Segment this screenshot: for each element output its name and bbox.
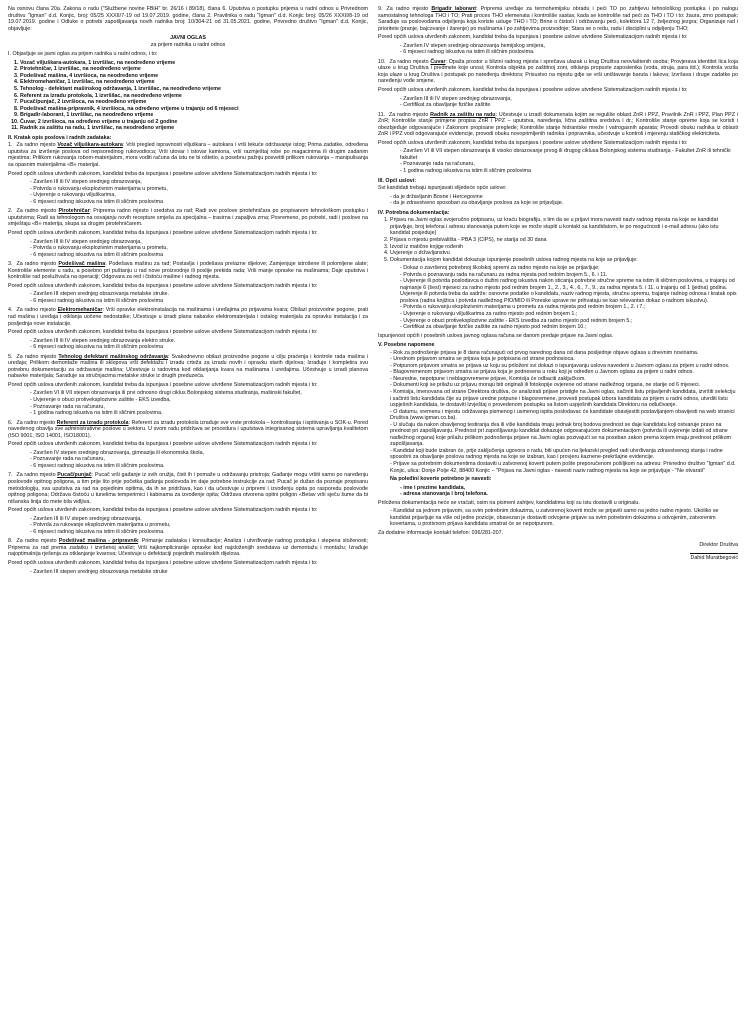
job-description	[8, 142, 368, 205]
job-name: Elektromehaničar	[57, 307, 103, 314]
job-requirements	[8, 291, 368, 304]
job-conditions: Pored općih uslova utvrđenih zakonom, kandidat treba da ispunjava i posebne uslove utvrđene Sistematizacijom radnih mjesta i to:	[378, 139, 688, 146]
job-conditions: Pored općih uslova utvrđenih zakonom, kandidat treba da ispunjava i posebne uslove utvrđene Sistematizacijom radnih mjesta i to:	[8, 170, 318, 177]
job-prefix: Za radno mjesto	[16, 472, 56, 479]
section-5-list	[378, 350, 738, 474]
general-condition-item: - da je zdravstveno sposoban za obavljanje poslova za koje se prijavljuje.	[390, 200, 738, 207]
document-subtitle: za prijem radnika u radni odnos	[150, 41, 226, 48]
special-note-item: - Prijave sa potrebnim dokumentima dostaviti u zatvorenoj koverti putem pošte preporučenom pošiljkom na adresu: Privredno društvo "Igman" d.d. Konjic, ulica: Donje Polje 42, 88400 Konjic – "Prijava na Javni oglas - navesti naziv radnog mjesta na koje se prijavljuje - "Ne otvarati"	[390, 461, 738, 474]
section-5-title: V. Posebne napomene	[378, 342, 435, 349]
job-conditions: Pored općih uslova utvrđenih zakonom, kandidat treba da ispunjava i posebne uslove utvrđene Sistematizacijom radnih mjesta i to:	[8, 282, 318, 289]
job-head	[378, 112, 738, 138]
job-requirement: - Uvjerenje o rukovanju viljuškarima,	[30, 192, 368, 199]
job-requirement: - 6 mjeseci radnog iskustva na istim ili sličnim poslovima	[30, 298, 368, 305]
position-item: 11. Radnik za zaštitu na radu, 1 izvršilac, na neodređeno vrijeme	[20, 125, 368, 132]
envelope-note: Na poleđini koverte potrebno je navesti:	[390, 476, 492, 483]
job-requirements	[8, 239, 368, 259]
job-prefix: Za radno mjesto	[389, 111, 429, 118]
job-requirements	[8, 569, 368, 576]
job-desc: : Primanje zadataka i konsultacije; Analiza i utvrđivanje radnog postupka i stepena složenosti; Priprema za rad prema zadatku i izvršenoj analizi; Vrši najkompliciranije opravke kod najsloženijih sredstava uz demontažu i montažu; Izrađuje najoptimalnija rješenja za otklanjanje kvarova; Učestvuje u defektaciji pojedinih mašinskih dijelova.	[8, 538, 368, 558]
job-number: 7.	[8, 472, 13, 479]
job-desc: : Vrši opravke elektroinstalacija na mašinama i uređajima po prijavama kvara; Obilazi proizvodne pogone, prati rad mašina i uređaja i otklanja uočene nedostatke; Učestvuje u izradi plana nabavke elektromaterijala i ostalog materijala za opravku instalacija i za posljednja nove instalacije.	[8, 307, 368, 327]
document-item: 1. Prijavu na Javni oglas svojeručno potpisanu, uz kraću biografiju, s tim da se u prijavi mora navesti naziv radnog mjesta na koje se kandidat prijavljuje, broj telefona i adresu stanovanja putem koje se može stupiti u kontakt sa kandidatom, te po mogućnosti i e-mail adresu (ako istu kandidat posjeduje)	[390, 217, 738, 237]
document-item: 2. Prijava o mjestu prebivališta - PBA 3 (CIPS), ne starija od 30 dana	[390, 237, 738, 244]
job-prefix: Za radno mjesto	[16, 208, 57, 215]
job-description	[8, 354, 368, 417]
document-subitem: - Uvjerenje o obuci protiveksplozivne zaštite - EKS izvedba za radno mjesto pod rednim brojem 5.;	[400, 318, 738, 325]
job-description	[378, 112, 738, 175]
job-conditions: Pored općih uslova utvrđenih zakonom, kandidat treba da ispunjava i posebne uslove utvrđene Sistematizacijom radnih mjesta i to:	[378, 87, 688, 94]
job-requirements	[378, 43, 738, 56]
special-note-item: - Urednom prijavom smatra se prijava koja je potpisana od strane podnosioca.	[390, 356, 738, 363]
special-note-item: - Dokumenti koji se prilažu uz prijavu moraju biti originali ili fotokopije ovjerene od strane nadležnog organa, ne starije od 6 mjeseci.	[390, 382, 738, 389]
job-number: 11.	[378, 111, 386, 118]
job-requirement: - Certifikat za obavljanje fizičke zaštite	[400, 102, 738, 109]
signature-title: Direktor Društva	[699, 542, 738, 549]
document-item: 3. Izvod iz matične knjige rođenih	[390, 244, 738, 251]
job-description	[8, 261, 368, 304]
job-requirement: - Završen III ili IV stepen srednjeg obrazovanja,	[30, 516, 368, 523]
job-requirement: - Završen VI ili VII stepen obrazovanja ili visoko obrazovanje prvog ili drugog ciklusa Bolonjskog sistema studiranja - Fakultet ZnR ili tehnički fakultet	[400, 148, 738, 161]
document-title: JAVNI OGLAS	[170, 35, 206, 42]
closing-text: Priložena dokumentacija neće se vraćati, osim na pismeni zahtjev, kandidatima koji su istu dostavili u originalu.	[378, 499, 640, 506]
job-requirement: - 6 mjeseci radnog iskustva na istim ili sličnim poslovima.	[30, 463, 368, 470]
position-item: 2. Pirotehničar, 1 izvršilac, na neodređeno vrijeme	[20, 66, 368, 73]
document-subitem: - Potvrda o rukovanju eksplozivnim materijama u prometu za radna mjesta pod rednim brojem 1., 2. i 7.;	[400, 304, 738, 311]
document-item: 4. Uvjerenje o državljanstvu	[390, 250, 738, 257]
section-4-note: Ispunjenost općih i posebnih uslova javnog oglasa računa se danom predaje prijave na Javni oglas.	[378, 332, 614, 339]
section-3-intro: Svi kandidati trebaju ispunjavati slijedeće opće uslove:	[378, 185, 507, 192]
job-name: Čuvar	[430, 58, 446, 65]
document-item: 5. Dokumentacija kojom kandidat dokazuje ispunjenje posebnih uslova radnog mjesta na koje se prijavljuje:	[390, 257, 738, 264]
job-requirement: - 6 mjeseci radnog iskustva na istim ili sličnim poslovima.	[400, 49, 738, 56]
job-desc: : Svakodnevno obilazi proizvodne pogone u cilju praćenja i kontrole rada mašina i uređaja; Prilikom demontaže mašina ili sklopova vrši defektažu i izradu crteža za izradu novih i opravku starih dijelova; Izrađuje i kompletira svu potrebnu dokumentaciju za održavanje mašina; Učestvuje u radovima kod otklanjanja kvara na mašinama i uređajima. Učestvuje u izradi planova nabavke materijala; Sarađuje sa stručnjacima metalske struke iz drugih preduzeća.	[8, 353, 368, 380]
job-requirement: - Završen IV stepen srednjeg obrazovanja hemijskog smijera,	[400, 43, 738, 50]
job-conditions: Pored općih uslova utvrđenih zakonom, kandidat treba da ispunjava i posebne uslove utvrđene Sistematizacijom radnih mjesta i to:	[8, 560, 318, 567]
job-desc: : Pucač vrši gađanje iz svih oružja, čisti ih i pomaže u održavanju pristroja; Gađanje mogu vršiti samo po naređenju poslovođe opitnog poligona, a tim prije što prije početka gađanja poslovođa im daje potrebne instrukcije za rad; Pucač je dužan da poznaje propisanu metodologiju, sva uputstva za rad na pojedinim opitima, da ih se pridržava, kao i da učestvuje u pripremi i izvođenju opita po rasporedu poslovođe opitnog poligona; Održava čistoću u tunelima temperirnici i kabinama za izvođenje opita; Održava otvorena opitni poligon «Betav vrši sječu šume da bi nišanska linija do mete bila vidljiva.	[8, 472, 368, 505]
section-4-title: IV. Potrebna dokumentacija:	[378, 209, 450, 216]
position-item: 3. Podešivač mašina, 4 izvršioca, na neodređeno vrijeme	[20, 73, 368, 80]
section-4-list	[378, 217, 738, 263]
job-description	[8, 307, 368, 350]
section-2-title: II. Kratak opis poslova i radnih zadataka:	[8, 134, 112, 141]
position-item: 5. Tehnolog - defektant mašinskog održavanja, 1 izvršilac, na neodređeno vrijeme	[20, 86, 368, 93]
job-head	[8, 307, 368, 327]
job-description	[8, 472, 368, 535]
job-number: 9.	[378, 6, 383, 12]
job-requirement: - Uvjerenje o obuci protiveksplozivne zaštite - EKS izvedba,	[30, 397, 368, 404]
job-requirement: - 6 mjeseci radnog iskustva na istim ili sličnim poslovima.	[30, 529, 368, 536]
job-head	[8, 208, 368, 228]
job-head	[8, 420, 368, 440]
document-subitem: - Dokaz o završenoj potrebnoj školskoj spremi za radno mjesto na koje se prijavljuje;	[400, 265, 738, 272]
job-prefix: Za radno mjesto	[16, 353, 57, 360]
job-prefix: Za radno mjesto	[16, 307, 56, 314]
position-item: 7. Pucač/punjač, 2 izvršioca, na neodređeno vrijeme	[20, 99, 368, 106]
job-requirement: - Završen III ili IV stepen srednjeg obrazovanja,	[400, 96, 738, 103]
job-name: Pirotehničar	[58, 208, 90, 215]
job-name: Podešivač mašina	[58, 261, 106, 268]
job-desc: : Opaža prostor u blizini radnog mjesta i sprečava ulazak u krug Društva neovlaštenih osoba; Provjerava identitet lica koja ulaze u krug Društva i predmete koje unosi; Kontrola objekta po zaštitnoj zoni, otklanja propuste zaposlenika (voda, struja, para itd.); Kontrola vozila koja ulaze u krug Društva i postupak po naređenju direktora; Prisustvo na mjestu gdje se vrši uništavanje baruta i lakova; Izvršava i druge zadatke po naređenju vođe smjene.	[378, 58, 738, 85]
job-number: 6.	[8, 419, 13, 426]
job-desc: : Podešava mašinu za rad; Postavlja i podešava prelazne dijelove; Zamjenjuje istrošene ili polomljene alate; Kontroliše elemente u radu, a posebno pri puštanju u rad nove proizvodnje ili poslije prekida rada; Vrši manje opravke na mašinama; Daje uputstva i kontroliše rad posluživača na operaciji; Odgovara za red i čistoću mašine i radnog mjesta.	[8, 261, 368, 281]
position-item: 6. Referent za izradu protokola, 1 izvršilac, na neodređeno vrijeme	[20, 93, 368, 100]
job-desc: : Priprema uređaje za termohemijsku obradu i peći TO po zahtjevu tehnološkog postupka i po nalogu samostalnog tehnologa THO i TO; Prati proces THO elemenata i kontroliše sastav, kada se kontroliše rad peći za THO i TO i to: žaura, zrno postupak; Sarađuje sa poslovođama odjeljenja koja koriste usluge THO i TO; Brine o čistoći i održavanju peći, kolektora 12 7, željeznog jezgra; Organizuje rad i prioritete (pranje, bajcovanje i žarenje) po mašinama i po zahtjevima proizvodnje; Stara se o redu, radu i disciplini u odjeljenju THO;	[378, 6, 738, 32]
job-requirement: - Poznavanje rada na računaru,	[30, 456, 368, 463]
document-subitem: - Potvrda o poznavanju rada na računaru za radna mjesta pod rednim brojem 5., 6. i 11.	[400, 272, 738, 279]
job-head	[378, 59, 738, 85]
job-description	[8, 208, 368, 258]
closing-list	[378, 508, 738, 528]
job-head	[378, 6, 738, 32]
job-prefix: Za radno mjesto	[16, 142, 56, 149]
job-requirement: - Završen III stepen srednjeg obrazovanja metalske struke	[30, 569, 368, 576]
job-head	[8, 354, 368, 380]
job-desc: : Priprema radno mjesto i sredstva za rad; Radi sve poslove pirotehničara po propisanom tehnološkom postupku i uputstvima; Radi sa tehnologom na osvajanju novih recepture smješa za specijalna – trasirna i zapaljiva zrna; Povremeno, po potrebi, radi i poslove na smještaju «B» materija, skupa sa drugim pirotehničarem.	[8, 208, 368, 228]
special-note-item: - Potpunom prijavom smatra se prijava uz koju su priloženi svi dokazi o ispunjavanju uslova navedeni u Javnom oglasu za prijem u radni odnos.	[390, 363, 738, 370]
intro-line: I. Objavljuje se javni oglas za prijem radnika u radni odnos, i to:	[8, 51, 158, 58]
job-head	[8, 538, 368, 558]
job-head	[8, 261, 368, 281]
job-desc: : Učestvuje u izradi dokumenata kojim se reguliše oblast ZnR i PPZ, Pravilnik ZnR i PPZ, Plan PPZ i ZnR; Kontroliše stanje primjene propisa ZnR i PPZ – uputstva, naređenja, lična zaštitna sredstva i dr.; Kontroliše stanje opreme koja se koristi i obezbjeđuje odgovarajuće i Zakonom propisane preglede; Kontroliše stanje hidrantske mreže i vatrogasnih aparata; Provodi obuku radnika iz oblasti ZnR i PPZ vodi odgovarajuće evidencije, provodi obuku novoprimljenih radnika i pripravnika, učestvuje u kontroli i mjerenju statičkog elektriciteta.	[378, 111, 738, 138]
position-item: 1. Vozač viljuškara-autokara, 1 izvršilac, na neodređeno vrijeme	[20, 60, 368, 67]
closing-item: - Kandidat sa jednom prijavom, sa svim potrebnim dokazima, u zatvorenoj koverti može se prijaviti samo na jedno radno mjesto. Ukoliko se kandidat prijavljuje na više od jedne pozicije, obavezan je dostaviti odvojene prijave sa svim potrebnim dokazima u odvojenim, zatvorenim kovertama, u protivnom prijava kandidata smatrat će se nepotpunom.	[390, 508, 738, 528]
section-4-sublist	[378, 265, 738, 330]
job-requirement: - Potvrda o rukovanju eksplozivnim materijama u prometu,	[30, 186, 368, 193]
general-condition-item: - da je državljanin Bosne i Hercegovine	[390, 194, 738, 201]
document-subitem: - Certifikat za obavljanje fizičke zaštite za radno mjesto pod rednim brojem 10.;	[400, 324, 738, 331]
job-conditions: Pored općih uslova utvrđenih zakonom, kandidat treba da ispunjava i posebne uslove utvrđene Sistematizacijom radnih mjesta i to:	[8, 381, 318, 388]
document-subitem: - Uvjerenje o rukovanju viljuškarima za radno mjesto pod rednim brojem 1.;	[400, 311, 738, 318]
job-prefix: Za radno mjesto	[386, 6, 429, 12]
job-number: 8.	[8, 538, 13, 545]
position-item: 4. Elektromehaničar, 1 izvršilac, na neodređeno vrijeme	[20, 79, 368, 86]
job-prefix: Za radno mjesto	[389, 58, 429, 65]
envelope-item: - ime i prezime kandidata,	[400, 485, 738, 492]
job-desc: : Referent za izradu protokola izrađuje sve vrste protokola – kontrolisanja i ispitivanja u SOK-u. Pored navedenog obavlja sve administrativne poslove u sektoru. U svom radu pridržava se procedura i uputstava integrisanog sistema upravljanja kvalitetom (ISO 9001, ISO 14001, ISO18001).	[8, 419, 369, 439]
job-requirement: - Završen III ili IV stepen srednjeg obrazovanja,	[30, 179, 368, 186]
job-prefix: Za radno mjesto	[16, 261, 57, 268]
special-note-item: - O datumu, vremenu i mjestu održavanja pismenog i usmenog ispita poslodavac će kandidate obavijestiti postavljanjem obavijesti na web stranici Društva (www.igman.co.ba).	[390, 409, 738, 422]
job-requirements	[8, 516, 368, 536]
job-requirements	[8, 338, 368, 351]
section-3-list	[378, 194, 738, 207]
job-conditions: Pored općih uslova utvrđenih zakonom, kandidat treba da ispunjava i posebne uslove utvrđene Sistematizacijom radnih mjesta i to:	[8, 507, 318, 514]
jobs-left-list	[8, 142, 368, 575]
job-name: Podešivač mašina - pripravnik	[58, 538, 139, 545]
position-item: 9. Brigadir-laborant, 1 izvršilac, na neodređeno vrijeme	[20, 112, 368, 119]
job-conditions: Pored općih uslova utvrđenih zakonom, kandidat treba da ispunjava i posebne uslove utvrđene Sistematizacijom radnih mjesta i to:	[8, 441, 318, 448]
job-requirement: - Poznavanje rada na računaru,	[30, 404, 368, 411]
job-requirements	[8, 450, 368, 470]
job-requirement: - Završen III stepen srednjeg obrazovanja metalske struke.	[30, 291, 368, 298]
special-note-item: - Kandidat koji bude izabran će, prije zaključenja ugovora o radu, biti upućen na ljekarski pregled radi utvrđivanja zdravstvenog stanja i radne sposobni za obavljanje poslova radnog mjesta na koje se izabran, kao i provjeru kaznene-prekršajne evidencije.	[390, 448, 738, 461]
job-requirement: - Završen IV stepen srednjeg obrazovanja, gimnazija ili ekonomska škola,	[30, 450, 368, 457]
envelope-list	[378, 485, 738, 498]
job-desc: : Vrši pregled ispravnosti viljuškara – autokara i vrši tekuće održavanje istog; Prima zadatke, određena uputstva za izvršenje poslova od nepsoredinog rukovodioca; Vrši utovar i istovar kamiona, vrši razmještaj robe po magacinima ili drugim zadanim mjestima; Prilikom rukovanja robom-materijalom, mora voditi računa da istu ne bi oštetio, a posebnu pažnju posvetiti prilikom rukovanja – manipulisanja sa opasnim materijalima «B» materijal.	[8, 142, 368, 169]
job-name: Radnik za zaštitu na radu	[430, 111, 496, 118]
job-head	[8, 472, 368, 505]
job-requirement: - 1 godina radnog iskustva na istim ili sličnim poslovima	[400, 168, 738, 175]
job-requirement: - Završen III ili IV stepen srednjeg obrazovanja elektro struke.	[30, 338, 368, 345]
job-requirement: - 1 godina radnog iskustva na istim ili sličnim poslovima.	[30, 410, 368, 417]
job-conditions: Pored općih uslova utvrđenih zakonom, kandidat treba da ispunjava i posebne uslove utvrđene Sistematizacijom radnih mjesta i to:	[8, 229, 318, 236]
job-name: Tehnolog defektant mašinskog održavanja	[58, 353, 168, 360]
document-subitem: - Uvjerenje ili potvrda poslodavca o dužini radnog iskustva nakon sticanja potrebne stručne spreme na istim ili sličnim poslovima, u trajanju od najmanje 6 (šest) mjeseci za radno mjesto pod rednim brojem 1., 2., 3., 4., 6., 7., 9., za radna mjesta 5. i 11. u trajanju od 1 (jedna) godina. Uvjerenje ili potvrda treba da sadrže: osnovne podatke o kandidatu, naziv radnog mjesta, stručnu spremu, trajanje radnog odnosa i kratak opis poslova (radna knjižica i potvrda nadležnog PIO/MIO ili Poreske uprave ne prihvataju se kao relevantan dokaz o radnom iskustvu).	[400, 278, 738, 304]
job-requirement: - 6 mjeseci radnog iskustva na istim ili sličnim poslovima	[30, 344, 368, 351]
job-requirement: - Završen III ili IV stepen srednjeg obrazovanja,	[30, 239, 368, 246]
job-description	[8, 420, 368, 470]
envelope-item: - adresa stanovanja i broj telefona.	[400, 491, 738, 498]
job-requirements	[8, 390, 368, 416]
left-column	[8, 6, 368, 1024]
job-requirements	[378, 96, 738, 109]
job-number: 10.	[378, 58, 386, 65]
job-requirement: - Potvrda o rukovanju eksplozivnim materijama u prometu,	[30, 245, 368, 252]
job-description	[378, 59, 738, 109]
job-name: Brigadir laborant	[431, 6, 477, 12]
job-name: Referent za izradu protokola	[56, 419, 129, 426]
job-conditions: Pored općih uslova utvrđenih zakonom, kandidat treba da ispunjava i posebne uslove utvrđene Sistematizacijom radnih mjesta i to:	[8, 329, 318, 336]
job-requirement: - Poznavanje rada na računaru,	[400, 161, 738, 168]
position-item: 8. Podešivač mašina-pripravnik, 4 izvršioca, na određeno vrijeme u trajanju od 6 mjeseci	[20, 106, 368, 113]
job-requirement: - 6 mjeseci radnog iskustva na istim ili sličnim poslovima	[30, 199, 368, 206]
job-prefix: Za radno mjesto	[16, 419, 56, 426]
contact-line: Za dodatne informacije kontakt telefon: 036/281-207.	[378, 529, 504, 536]
job-number: 4.	[8, 307, 13, 314]
job-number: 5.	[8, 353, 13, 360]
job-prefix: Za radno mjesto	[16, 538, 57, 545]
special-note-item: - Neuredne, nepotpune i neblagovremene prijave, Komisija će odbaciti zaključkom.	[390, 376, 738, 383]
jobs-right-list	[378, 6, 738, 175]
job-number: 2.	[8, 208, 13, 215]
preamble: Na osnovu člana 20a. Zakona o radu ("Službene novine FBiH" br. 26/16 i 89/18), člana 6. Uputstva o postupku prijema u radni odnos u Privrednom društvu "Igman" d.d. Konjic, broj: 05/25 XXXII/7-19 od 19.07.2019. godine, člana 2. Pravilnika o radu "Igman" d.d. Konjic broj: 05/26 XXXII/8-19 od 19.07.2019. godine i Odluke o potrebi zapošljavanja novih radnika broj: 10/304-21 od 31.05.2021. godine, Privredno društvo "Igman" d.d. Konjic, objavljuje:	[8, 6, 368, 32]
right-column	[378, 6, 738, 1024]
job-head	[8, 142, 368, 168]
job-requirement: - Završen VI ili VII stepen obrazovanja ili prvi odnosno drugi ciklus Bolonjskog sistema studiranja, mašinski fakultet,	[30, 390, 368, 397]
job-requirement: - 6 mjeseci radnog iskustva na istim ili sličnim poslovima	[30, 252, 368, 259]
section-3-title: III. Opći uslovi:	[378, 177, 417, 184]
special-note-item: - Komisija, imenovana od strane Direktora društva, će analizirati prijave pristigle na Javni oglas, sačiniti listu prijavljenih kandidata, izvršiti selekciju i sačiniti listu kandidata čije su prijave uredne potpune i blagovremene, provesti postupak izbora kandidata za prijem u radni odnos, utvrditi listu uspješnih kandidata, te dostaviti Izvještaj o provedenom postupku sa listom uspješnih kandidata Direktoru na odlučivanje.	[390, 389, 738, 409]
signature-block	[378, 542, 738, 561]
positions-list	[8, 60, 368, 132]
job-number: 1.	[8, 142, 13, 149]
job-number: 3.	[8, 261, 13, 268]
position-item: 10. Čuvar, 2 izvršioca, na određeno vrijeme u trajanju od 2 godine	[20, 119, 368, 126]
job-name: Vozač viljuškara-autokara	[57, 142, 123, 149]
job-requirements	[378, 148, 738, 174]
job-name: Pucač/punjač	[57, 472, 92, 479]
job-requirement: - Potvrda za rukovanje eksplozivnim materijama u prometu,	[30, 522, 368, 529]
special-note-item: - Blagovremenom prijavom smatra se prijava koja je podnesena u roku koji je određen u Javnom oglasu za prijem u radni odnos.	[390, 369, 738, 376]
job-requirements	[8, 179, 368, 205]
signature-name: Dahid Muratbegović	[690, 555, 738, 562]
special-note-item: - U slučaju da nakon obavljenog testiranja dva ili više kandidata imaju jednak broj bodova prednost se daje kandidatu koji ostvaruje pravo na prednost pri zapošljavanju. Prednost pri zapošljavanju kandidat dokazuje odgovarajućom dokumentacijom (potvrda ili uvjerenje izdati od strane nadležnog organa) koje prilažu prilikom podnošenja prijave na Javni oglas pozivajući se na poseban zakon prema kojem imaju prednost prilikom zapošljavanja.	[390, 422, 738, 448]
job-description	[378, 6, 738, 56]
special-note-item: - Rok za podnošenje prijava je 8 dana računajući od prvog narednog dana od dana posljednje objave oglasa u dnevnim novinama.	[390, 350, 738, 357]
job-description	[8, 538, 368, 575]
job-conditions: Pored općih uslova utvrđenih zakonom, kandidat treba da ispunjava i posebne uslove utvrđene Sistematizacijom radnih mjesta i to:	[378, 34, 688, 41]
